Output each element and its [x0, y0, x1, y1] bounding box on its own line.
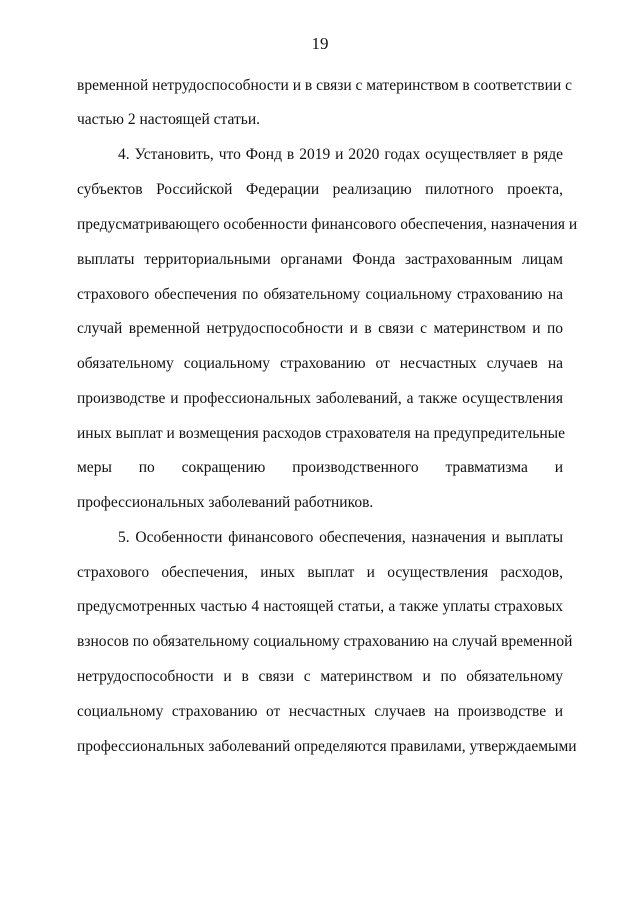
- text-line: нетрудоспособности и в связи с материнством и по обязательному: [77, 668, 563, 685]
- text-line: временной нетрудоспособности и в связи с материнством в соответствии с: [77, 77, 572, 94]
- text-line: меры по сокращению производственного травматизма и: [77, 459, 563, 476]
- text-line: обязательному социальному страхованию от несчастных случаев на: [77, 355, 563, 372]
- text-line: предусматривающего особенности финансового обеспечения, назначения и: [77, 216, 578, 233]
- text-line: предусмотренных частью 4 настоящей статьи, а также уплаты страховых: [77, 598, 563, 615]
- text-line: производстве и профессиональных заболеваний, а также осуществления: [77, 390, 563, 407]
- text-line: случай временной нетрудоспособности и в связи с материнством и по: [77, 320, 563, 337]
- page-number: 19: [311, 34, 329, 53]
- text-line: профессиональных заболеваний работников.: [77, 494, 374, 511]
- text-line: иных выплат и возмещения расходов страхователя на предупредительные: [77, 425, 565, 442]
- text-line: субъектов Российской Федерации реализацию пилотного проекта,: [77, 181, 563, 198]
- text-line: частью 2 настоящей статьи.: [77, 111, 261, 128]
- text-line: страхового обеспечения по обязательному социальному страхованию на: [77, 286, 563, 303]
- text-line: выплаты территориальными органами Фонда застрахованным лицам: [77, 251, 563, 268]
- text-line: профессиональных заболеваний определяются правилами, утверждаемыми: [77, 738, 577, 755]
- text-line: страхового обеспечения, иных выплат и осуществления расходов,: [77, 564, 563, 581]
- paragraph-4-first-line: 4. Установить, что Фонд в 2019 и 2020 годах осуществляет в ряде: [118, 146, 563, 163]
- paragraph-5-first-line: 5. Особенности финансового обеспечения, назначения и выплаты: [118, 529, 563, 546]
- text-line: взносов по обязательному социальному страхованию на случай временной: [77, 633, 573, 650]
- text-line: социальному страхованию от несчастных случаев на производстве и: [77, 703, 563, 720]
